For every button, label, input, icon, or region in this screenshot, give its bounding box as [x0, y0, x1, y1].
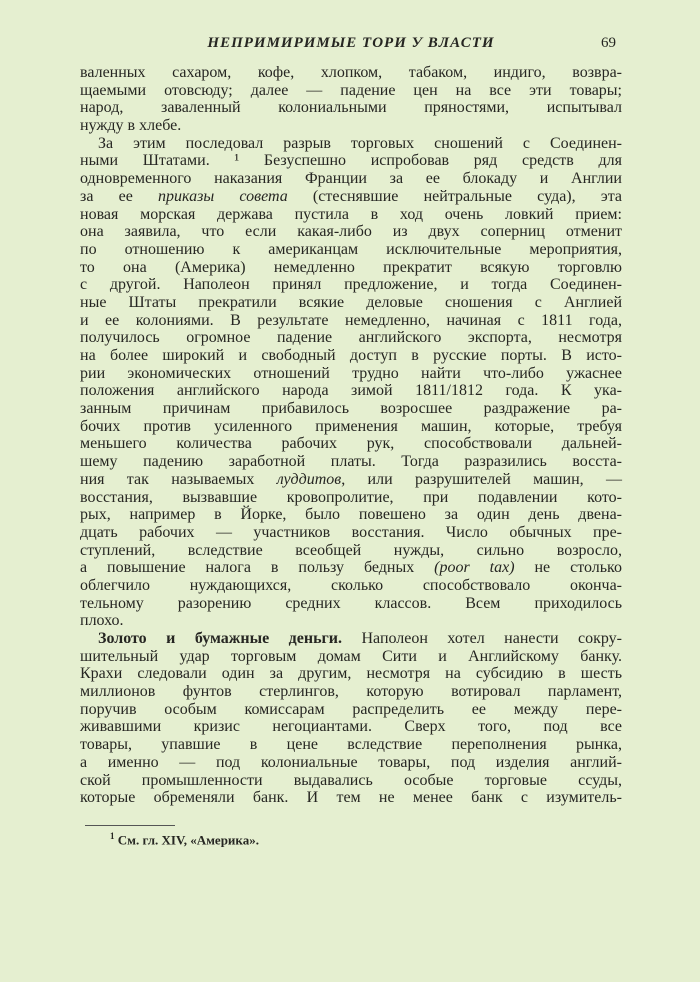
text-segment: (стеснявшие нейтральные суда), эта	[287, 187, 623, 205]
text-line	[80, 648, 622, 666]
text-line	[80, 99, 622, 117]
italic-term: приказы совета	[158, 187, 288, 205]
text-line	[80, 152, 622, 170]
text-line	[80, 612, 622, 630]
text-line	[80, 276, 622, 294]
text-line	[80, 542, 622, 560]
text-segment: с другой. Наполеон принял предложение, и тогда Соединен-	[80, 276, 622, 294]
text-segment: не столько	[514, 559, 623, 577]
text-line	[80, 241, 622, 259]
text-line	[80, 665, 622, 683]
text-segment: на более широкий и свободный доступ в русские порты. В исто-	[80, 347, 622, 364]
text-segment: живавшими кризис негоциантами. Сверх того, под все	[80, 718, 622, 736]
italic-term: (poor tax)	[434, 559, 515, 577]
text-segment: тельному разорению средних классов. Всем приходилось	[80, 594, 622, 612]
text-segment: получилось огромное падение английского экспорта, несмотря	[80, 329, 622, 347]
text-line	[80, 82, 622, 100]
text-line	[80, 630, 622, 648]
text-segment: ступлений, вследствие всеобщей нужды, сильно возросло,	[80, 541, 622, 559]
text-line	[80, 789, 622, 807]
text-segment: шему падению заработной платы. Тогда разразились восста-	[80, 453, 622, 471]
text-line	[80, 347, 622, 365]
text-segment: нужду в хлебе.	[80, 117, 182, 135]
footnote	[110, 831, 259, 848]
text-segment: плохо.	[80, 612, 124, 630]
text-line	[80, 418, 622, 436]
text-segment: за ее	[80, 187, 159, 205]
text-line	[80, 595, 622, 613]
text-segment: народ, заваленный колониальными пряностями, испытывал	[80, 99, 622, 117]
footnote-divider	[85, 825, 175, 826]
text-line	[80, 506, 622, 524]
text-line	[80, 718, 622, 736]
text-segment: занным причинам прибавилось возросшее раздражение ра-	[80, 400, 622, 418]
italic-term: луддитов	[276, 470, 342, 488]
text-segment: которые обременяли банк. И тем не менее банк с изумитель-	[80, 789, 622, 807]
text-segment: дцать рабочих — участников восстания. Число обычных пре-	[80, 523, 622, 541]
text-segment: За этим последовал разрыв торговых сношений с Соединен-	[98, 134, 622, 152]
page-number: 69	[601, 35, 616, 51]
text-line	[80, 365, 622, 383]
body-text	[80, 64, 622, 807]
text-segment: облегчило нуждающихся, сколько способствовало оконча-	[80, 576, 622, 594]
text-segment: восстания, вызвавшие кровопролитие, при подавлении кото-	[80, 488, 622, 506]
text-segment: ния так называемых	[80, 470, 277, 488]
text-segment: новая морская держава пустила в ход очень ловкий прием:	[80, 205, 622, 223]
text-line	[80, 489, 622, 507]
text-segment: ными Штатами. ¹ Безуспешно испробовав ряд средств для	[80, 152, 622, 170]
text-line	[80, 312, 622, 330]
text-line	[80, 135, 622, 153]
text-line	[80, 206, 622, 224]
text-line	[80, 294, 622, 312]
text-line	[80, 117, 622, 135]
text-segment: а именно — под колониальные товары, под изделия англий-	[80, 753, 622, 771]
text-line	[80, 772, 622, 790]
text-line	[80, 683, 622, 701]
text-line	[80, 400, 622, 418]
text-line	[80, 259, 622, 277]
text-segment: бочих против усиленного применения машин, которые, требуя	[80, 417, 622, 435]
text-line	[80, 223, 622, 241]
text-segment: меньшего количества рабочих рук, способствовали дальней-	[80, 435, 622, 453]
text-line	[80, 188, 622, 206]
text-segment: Крахи следовали один за другим, несмотря на субсидию в шесть	[80, 665, 622, 683]
text-segment: а повышение налога в пользу бедных	[80, 559, 435, 577]
text-segment: миллионов фунтов стерлингов, которую вотировал парламент,	[80, 683, 622, 701]
text-line	[80, 559, 622, 577]
text-line	[80, 329, 622, 347]
text-line	[80, 524, 622, 542]
section-heading: Золото и бумажные деньги.	[98, 630, 343, 647]
running-title: НЕПРИМИРИМЫЕ ТОРИ У ВЛАСТИ	[207, 35, 495, 51]
text-segment: щаемыми отовсюду; далее — падение цен на все эти товары;	[80, 81, 622, 99]
text-segment: она заявила, что если какая-либо из двух соперниц отменит	[80, 223, 622, 241]
text-segment: ные Штаты прекратили всякие деловые сношения с Англией	[80, 293, 622, 311]
text-segment: шительный удар торговым домам Сити и Английскому банку.	[80, 647, 622, 665]
footnote-text: См. гл. XIV, «Америка».	[117, 832, 259, 848]
text-line	[80, 453, 622, 471]
text-segment: по отношению к американцам исключительные мероприятия,	[80, 240, 622, 258]
text-segment: одновременного наказания Франции за ее блокаду и Англии	[80, 170, 622, 188]
text-segment: Наполеон хотел нанести сокру-	[342, 630, 623, 647]
page-header	[80, 35, 622, 55]
text-segment: ской промышленности выдавались особые торговые ссуды,	[80, 771, 622, 789]
text-segment: рых, например в Йорке, было повешено за один день двена-	[80, 506, 622, 524]
text-line	[80, 64, 622, 82]
text-line	[80, 736, 622, 754]
text-segment: поручив особым комиссарам распределить ее между пере-	[80, 700, 622, 718]
footnote-marker: 1	[110, 831, 115, 841]
text-line	[80, 701, 622, 719]
text-line	[80, 577, 622, 595]
text-segment: то она (Америка) немедленно прекратит всякую торговлю	[80, 258, 622, 276]
text-line	[80, 471, 622, 489]
text-line	[80, 170, 622, 188]
text-segment: , или разрушителей машин, —	[341, 470, 623, 488]
text-segment: валенных сахаром, кофе, хлопком, табаком, индиго, возвра-	[80, 64, 622, 81]
text-segment: и ее колониями. В результате немедленно, начиная с 1811 года,	[80, 311, 622, 329]
text-line	[80, 435, 622, 453]
text-segment: товары, упавшие в цене вследствие переполнения рынка,	[80, 736, 622, 754]
text-line	[80, 382, 622, 400]
text-line	[80, 754, 622, 772]
text-segment: рии экономических отношений трудно найти что-либо ужаснее	[80, 364, 622, 382]
text-segment: положения английского народа зимой 1811/1812 года. К ука-	[80, 382, 622, 400]
